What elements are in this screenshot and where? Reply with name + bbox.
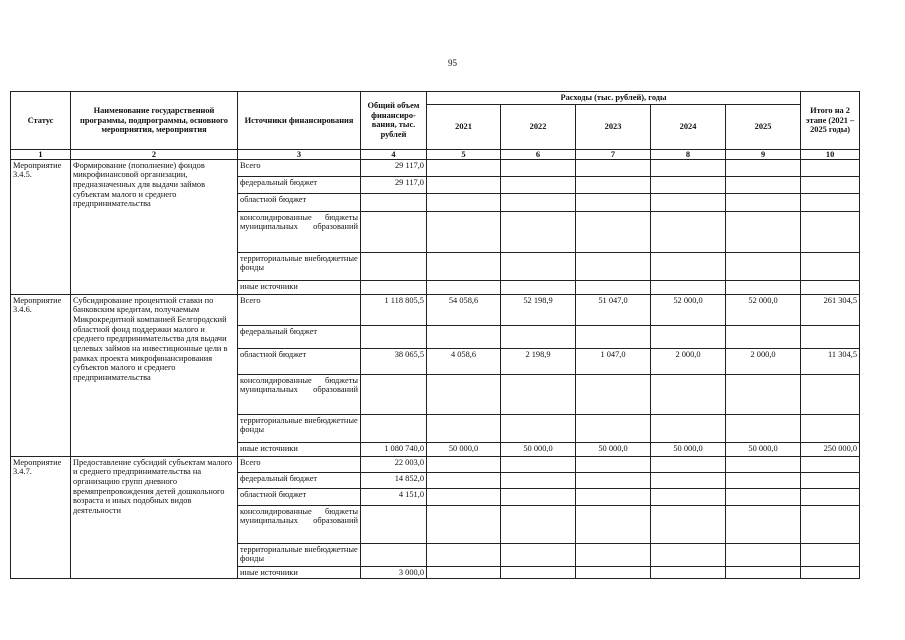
year-value-cell [501, 211, 576, 252]
source-cell: консолидированные бюджеты муниципальных образований [238, 505, 361, 543]
year-value-cell [726, 176, 801, 193]
year-value-cell [651, 159, 726, 176]
table-row [11, 159, 860, 176]
year-value-cell: 52 198,9 [501, 294, 576, 325]
year-value-cell: 50 000,0 [651, 442, 726, 456]
financing-table [10, 91, 860, 579]
year-value-cell [501, 472, 576, 488]
year-value-cell [726, 472, 801, 488]
year-value-cell [501, 566, 576, 579]
year-value-cell [501, 193, 576, 211]
source-cell: иные источники [238, 280, 361, 294]
year-value-cell [726, 566, 801, 579]
year-value-cell [726, 325, 801, 348]
year-value-cell [726, 505, 801, 543]
total-cell: 29 117,0 [361, 159, 427, 176]
year-value-cell [501, 414, 576, 442]
source-cell: иные источники [238, 442, 361, 456]
year-value-cell [427, 252, 501, 280]
page-number: 95 [448, 58, 457, 68]
table-row [11, 294, 860, 325]
status-cell: Мероприятие 3.4.5. [11, 159, 71, 294]
year-value-cell [726, 374, 801, 414]
total-cell [361, 280, 427, 294]
source-cell: территориальные внебюджетные фонды [238, 252, 361, 280]
source-cell: федеральный бюджет [238, 176, 361, 193]
year-value-cell [576, 488, 651, 505]
header-status: Статус [11, 92, 71, 150]
year-value-cell [501, 176, 576, 193]
source-cell: областной бюджет [238, 488, 361, 505]
year-value-cell [427, 193, 501, 211]
year-value-cell [726, 414, 801, 442]
total-cell: 29 117,0 [361, 176, 427, 193]
stage-total-cell [801, 566, 860, 579]
year-value-cell [501, 488, 576, 505]
stage-total-cell: 261 304,5 [801, 294, 860, 325]
source-cell: консолидированные бюджеты муниципальных образований [238, 374, 361, 414]
column-number: 3 [238, 149, 361, 159]
year-value-cell [651, 472, 726, 488]
column-number: 9 [726, 149, 801, 159]
year-value-cell [501, 252, 576, 280]
total-cell: 3 000,0 [361, 566, 427, 579]
year-value-cell [576, 472, 651, 488]
year-value-cell [651, 543, 726, 566]
year-value-cell [501, 374, 576, 414]
year-value-cell [726, 211, 801, 252]
year-value-cell: 50 000,0 [576, 442, 651, 456]
year-value-cell: 52 000,0 [726, 294, 801, 325]
stage-total-cell [801, 472, 860, 488]
column-number: 6 [501, 149, 576, 159]
year-value-cell [651, 414, 726, 442]
year-value-cell [501, 456, 576, 472]
column-number: 1 [11, 149, 71, 159]
source-cell: областной бюджет [238, 348, 361, 374]
source-cell: федеральный бюджет [238, 472, 361, 488]
year-value-cell [651, 176, 726, 193]
status-cell: Мероприятие 3.4.6. [11, 294, 71, 456]
stage-total-cell [801, 159, 860, 176]
stage-total-cell [801, 280, 860, 294]
stage-total-cell [801, 414, 860, 442]
year-value-cell [427, 566, 501, 579]
total-cell: 1 080 740,0 [361, 442, 427, 456]
year-value-cell [427, 159, 501, 176]
year-value-cell: 50 000,0 [427, 442, 501, 456]
total-cell [361, 374, 427, 414]
year-value-cell [651, 252, 726, 280]
year-value-cell [651, 488, 726, 505]
total-cell: 1 118 805,5 [361, 294, 427, 325]
header-total: Общий объем финансиро-вания, тыс. рублей [361, 92, 427, 150]
year-value-cell [427, 280, 501, 294]
total-cell [361, 414, 427, 442]
year-value-cell [427, 176, 501, 193]
year-value-cell [501, 543, 576, 566]
year-value-cell [576, 566, 651, 579]
stage-total-cell [801, 488, 860, 505]
source-cell: территориальные внебюджетные фонды [238, 414, 361, 442]
year-value-cell [651, 374, 726, 414]
year-value-cell: 52 000,0 [651, 294, 726, 325]
year-value-cell [427, 543, 501, 566]
year-value-cell [726, 456, 801, 472]
year-value-cell [501, 505, 576, 543]
year-value-cell [726, 193, 801, 211]
total-cell [361, 543, 427, 566]
header-year-2021: 2021 [427, 104, 501, 149]
measure-name-cell: Предоставление субсидий субъектам малого и среднего предпринимательства на организацию групп дневного времяпрепровождения детей дошкольного возраста и иных подобных видов деятельности [71, 456, 238, 579]
year-value-cell [726, 543, 801, 566]
year-value-cell: 2 198,9 [501, 348, 576, 374]
year-value-cell: 54 058,6 [427, 294, 501, 325]
header-sources: Источники финансирования [238, 92, 361, 150]
year-value-cell [651, 325, 726, 348]
column-numbers-row [11, 149, 860, 159]
source-cell: Всего [238, 294, 361, 325]
source-cell: территориальные внебюджетные фонды [238, 543, 361, 566]
header-year-2024: 2024 [651, 104, 726, 149]
year-value-cell: 50 000,0 [501, 442, 576, 456]
year-value-cell [427, 505, 501, 543]
column-number: 4 [361, 149, 427, 159]
year-value-cell [501, 325, 576, 348]
total-cell [361, 193, 427, 211]
header-name: Наименование государственной программы, подпрограммы, основного мероприятия, мероприятия [71, 92, 238, 150]
year-value-cell [651, 280, 726, 294]
year-value-cell [726, 488, 801, 505]
year-value-cell [576, 176, 651, 193]
year-value-cell [427, 325, 501, 348]
year-value-cell [576, 159, 651, 176]
stage-total-cell [801, 374, 860, 414]
header-expenses: Расходы (тыс. рублей), годы [427, 92, 801, 105]
column-number: 2 [71, 149, 238, 159]
year-value-cell [726, 280, 801, 294]
total-cell: 22 003,0 [361, 456, 427, 472]
year-value-cell [651, 505, 726, 543]
header-year-2023: 2023 [576, 104, 651, 149]
year-value-cell [427, 211, 501, 252]
status-cell: Мероприятие 3.4.7. [11, 456, 71, 579]
total-cell [361, 252, 427, 280]
year-value-cell [427, 488, 501, 505]
source-cell: Всего [238, 159, 361, 176]
year-value-cell [726, 159, 801, 176]
year-value-cell [576, 414, 651, 442]
header-stage-total: Итого на 2 этапе (2021 – 2025 годы) [801, 92, 860, 150]
header-year-2025: 2025 [726, 104, 801, 149]
year-value-cell [651, 211, 726, 252]
stage-total-cell [801, 193, 860, 211]
year-value-cell: 51 047,0 [576, 294, 651, 325]
source-cell: Всего [238, 456, 361, 472]
column-number: 8 [651, 149, 726, 159]
total-cell: 4 151,0 [361, 488, 427, 505]
year-value-cell [501, 159, 576, 176]
year-value-cell [651, 456, 726, 472]
year-value-cell [576, 374, 651, 414]
total-cell: 38 065,5 [361, 348, 427, 374]
stage-total-cell [801, 252, 860, 280]
stage-total-cell: 11 304,5 [801, 348, 860, 374]
total-cell [361, 505, 427, 543]
total-cell [361, 211, 427, 252]
year-value-cell [427, 472, 501, 488]
stage-total-cell [801, 456, 860, 472]
year-value-cell [576, 280, 651, 294]
measure-name-cell: Формирование (пополнение) фондов микрофинансовой организации, предназначенных для выдачи займов субъектам малого и среднего предпринимательства [71, 159, 238, 294]
year-value-cell [576, 543, 651, 566]
stage-total-cell [801, 211, 860, 252]
table-row [11, 456, 860, 472]
stage-total-cell [801, 325, 860, 348]
year-value-cell [576, 252, 651, 280]
year-value-cell [576, 193, 651, 211]
year-value-cell [576, 325, 651, 348]
year-value-cell [427, 456, 501, 472]
stage-total-cell: 250 000,0 [801, 442, 860, 456]
header-year-2022: 2022 [501, 104, 576, 149]
year-value-cell [501, 280, 576, 294]
source-cell: областной бюджет [238, 193, 361, 211]
year-value-cell [576, 211, 651, 252]
year-value-cell: 1 047,0 [576, 348, 651, 374]
measure-name-cell: Субсидирование процентной ставки по банковским кредитам, получаемым Микрокредитной компанией Белгородский областной фонд поддержки малого и среднего предпринимательства для выдачи целевых займов на инвестиционные цели в рамках проекта микрофинансирования субъектов малого и среднего предпринимательства [71, 294, 238, 456]
year-value-cell [726, 252, 801, 280]
year-value-cell: 2 000,0 [726, 348, 801, 374]
year-value-cell [576, 456, 651, 472]
year-value-cell [651, 193, 726, 211]
column-number: 7 [576, 149, 651, 159]
year-value-cell [576, 505, 651, 543]
source-cell: иные источники [238, 566, 361, 579]
total-cell [361, 325, 427, 348]
year-value-cell: 50 000,0 [726, 442, 801, 456]
column-number: 5 [427, 149, 501, 159]
year-value-cell [651, 566, 726, 579]
stage-total-cell [801, 543, 860, 566]
year-value-cell: 2 000,0 [651, 348, 726, 374]
total-cell: 14 852,0 [361, 472, 427, 488]
source-cell: федеральный бюджет [238, 325, 361, 348]
year-value-cell: 4 058,6 [427, 348, 501, 374]
year-value-cell [427, 374, 501, 414]
stage-total-cell [801, 505, 860, 543]
column-number: 10 [801, 149, 860, 159]
source-cell: консолидированные бюджеты муниципальных образований [238, 211, 361, 252]
year-value-cell [427, 414, 501, 442]
stage-total-cell [801, 176, 860, 193]
